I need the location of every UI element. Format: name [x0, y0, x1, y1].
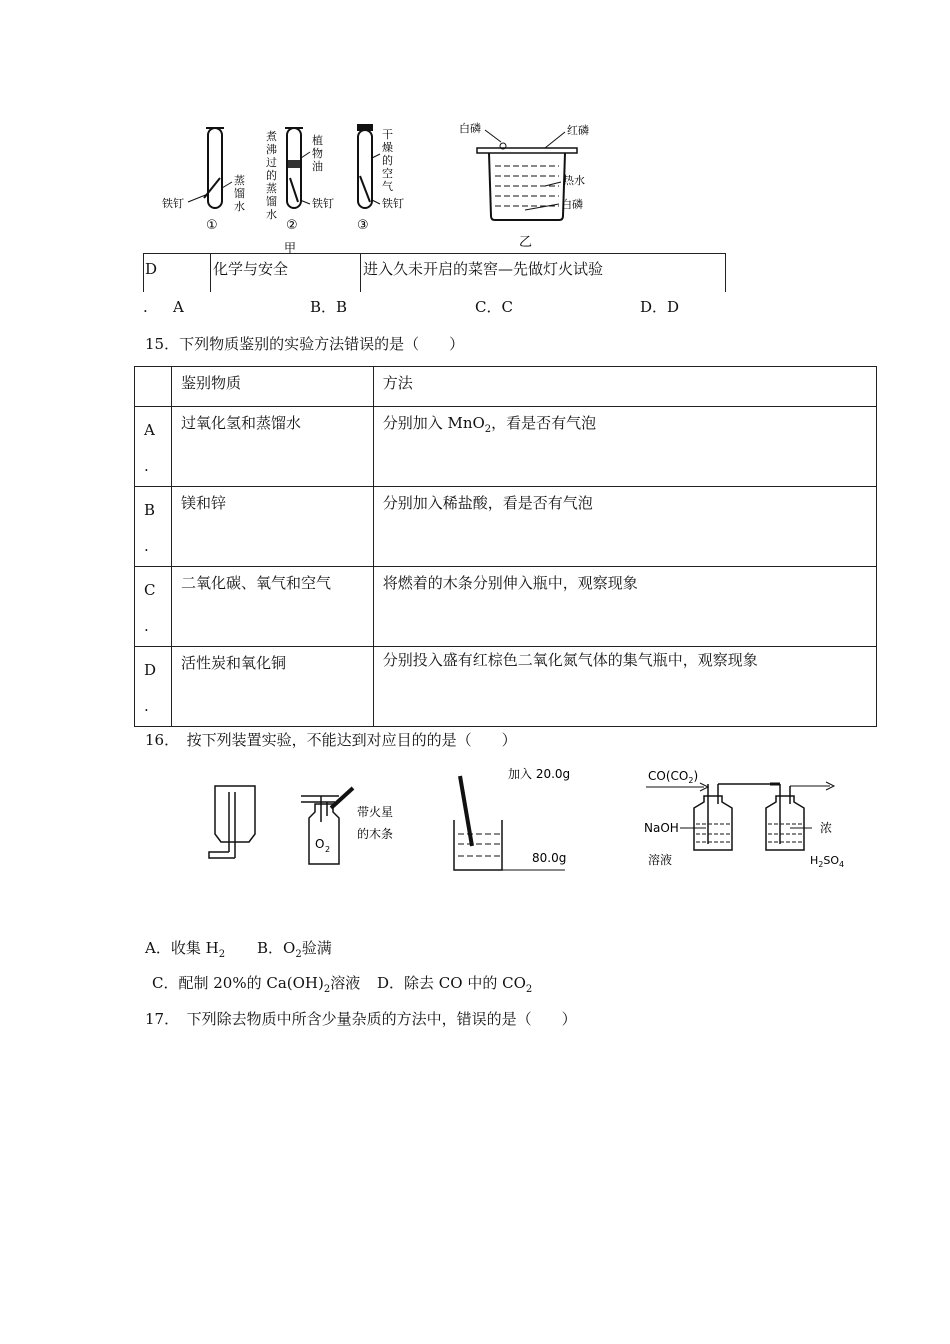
svg-text:植: 植: [312, 134, 323, 147]
svg-text:馏: 馏: [266, 195, 277, 208]
svg-text:的: 的: [382, 154, 393, 167]
q16-option-d: D．除去 CO 中的 $CO_2$: [377, 974, 533, 995]
table-row: B . 镁和锌 分别加入稀盐酸，看是否有气泡: [135, 487, 877, 567]
row-letter: D: [145, 260, 158, 278]
group-jia-label: 甲: [284, 241, 297, 255]
nail-label-1: 铁钉: [162, 197, 184, 210]
svg-text:2: 2: [325, 845, 331, 854]
q16-option-a: A．收集 $H_2$: [145, 939, 226, 960]
header-substances: 鉴别物质: [171, 367, 373, 407]
svg-text:铁钉: 铁钉: [312, 197, 334, 210]
q14-option-a: A: [173, 298, 184, 316]
q14-figure-yi: [455, 118, 600, 250]
q14-option-b: B．B: [310, 298, 348, 316]
group-yi-label: 乙: [519, 235, 533, 250]
svg-text:油: 油: [312, 160, 323, 173]
table-header-row: [135, 367, 877, 407]
svg-text:的木条: 的木条: [357, 827, 394, 841]
svg-text:白磷: 白磷: [459, 122, 481, 135]
svg-text:水: 水: [266, 208, 277, 221]
q15-stem: 15．下列物质鉴别的实验方法错误的是（ ）: [145, 335, 465, 353]
svg-text:加入 20.0g: 加入 20.0g: [508, 767, 571, 781]
q16-figure-a: [205, 782, 265, 864]
copper-plate: [477, 148, 577, 153]
svg-text:红磷: 红磷: [567, 124, 589, 137]
q16-stem: 16． 按下列装置实验，不能达到对应目的的是（ ）: [145, 731, 517, 749]
svg-text:浓: 浓: [820, 821, 833, 835]
beaker: [454, 820, 502, 870]
svg-text:物: 物: [312, 147, 323, 160]
svg-text:的: 的: [266, 169, 277, 182]
gas-bottle: [309, 804, 339, 864]
table-row: C . 二氧化碳、氧气和空气 将燃着的木条分别伸入瓶中，观察现象: [135, 567, 877, 647]
q16-option-c: C．配制 20%的 $Ca(OH)_2$溶液: [152, 974, 361, 995]
q15-table: [134, 366, 877, 727]
gas-label: $CO(CO_2)$: [648, 769, 699, 785]
svg-text:热水: 热水: [563, 174, 585, 187]
plant-oil-layer: [288, 160, 300, 168]
q14-option-c: C．C: [475, 298, 513, 316]
svg-text:O: O: [315, 837, 325, 851]
svg-text:空: 空: [382, 167, 393, 180]
svg-text:80.0g: 80.0g: [532, 851, 567, 865]
stopper: [357, 124, 373, 131]
svg-text:气: 气: [382, 180, 393, 193]
row-topic: 化学与安全: [213, 260, 289, 278]
svg-text:蒸: 蒸: [234, 174, 245, 187]
svg-text:NaOH: NaOH: [644, 821, 679, 835]
svg-text:过: 过: [266, 156, 277, 169]
number-3: ③: [357, 218, 369, 233]
svg-text:馏: 馏: [234, 187, 245, 200]
q16-option-b: B．$O_2$验满: [257, 939, 332, 960]
table-row: A . 过氧化氢和蒸馏水 分别加入 MnO$_2$，看是否有气泡: [135, 407, 877, 487]
svg-text:蒸: 蒸: [266, 182, 277, 195]
glass-rod: [460, 776, 472, 846]
q16-figure-b: [295, 782, 415, 872]
svg-text:煮: 煮: [266, 130, 277, 143]
svg-text:沸: 沸: [266, 143, 277, 156]
svg-text:带火星: 带火星: [357, 805, 394, 819]
q14-table-row-d: [143, 253, 726, 292]
header-method: 方法: [373, 367, 876, 407]
q17-stem: 17． 下列除去物质中所含少量杂质的方法中，错误的是（ ）: [145, 1010, 577, 1028]
q14-figure-jia: [150, 118, 410, 258]
svg-text:燥: 燥: [382, 141, 393, 154]
svg-text:干: 干: [382, 128, 393, 141]
svg-text:水: 水: [234, 200, 245, 213]
row-content: 进入久未开启的菜窖—先做灯火试验: [363, 260, 604, 278]
q14-option-dot: .: [143, 298, 148, 316]
h2so4-label: $H_2SO_4$: [810, 854, 845, 869]
table-row: D . 活性炭和氧化铜 分别投入盛有红棕色二氧化氮气体的集气瓶中，观察现象: [135, 647, 877, 727]
number-1: ①: [206, 218, 218, 233]
test-tube-1: [208, 128, 222, 208]
test-tube-3: [358, 130, 372, 208]
q16-figure-c: [440, 762, 575, 882]
svg-text:白磷: 白磷: [561, 198, 583, 211]
svg-text:铁钉: 铁钉: [382, 197, 404, 210]
svg-text:溶液: 溶液: [648, 853, 673, 867]
q16-figure-d: [640, 762, 860, 877]
q14-option-d: D．D: [640, 298, 680, 316]
number-2: ②: [286, 218, 298, 233]
wooden-splint: [331, 788, 353, 808]
